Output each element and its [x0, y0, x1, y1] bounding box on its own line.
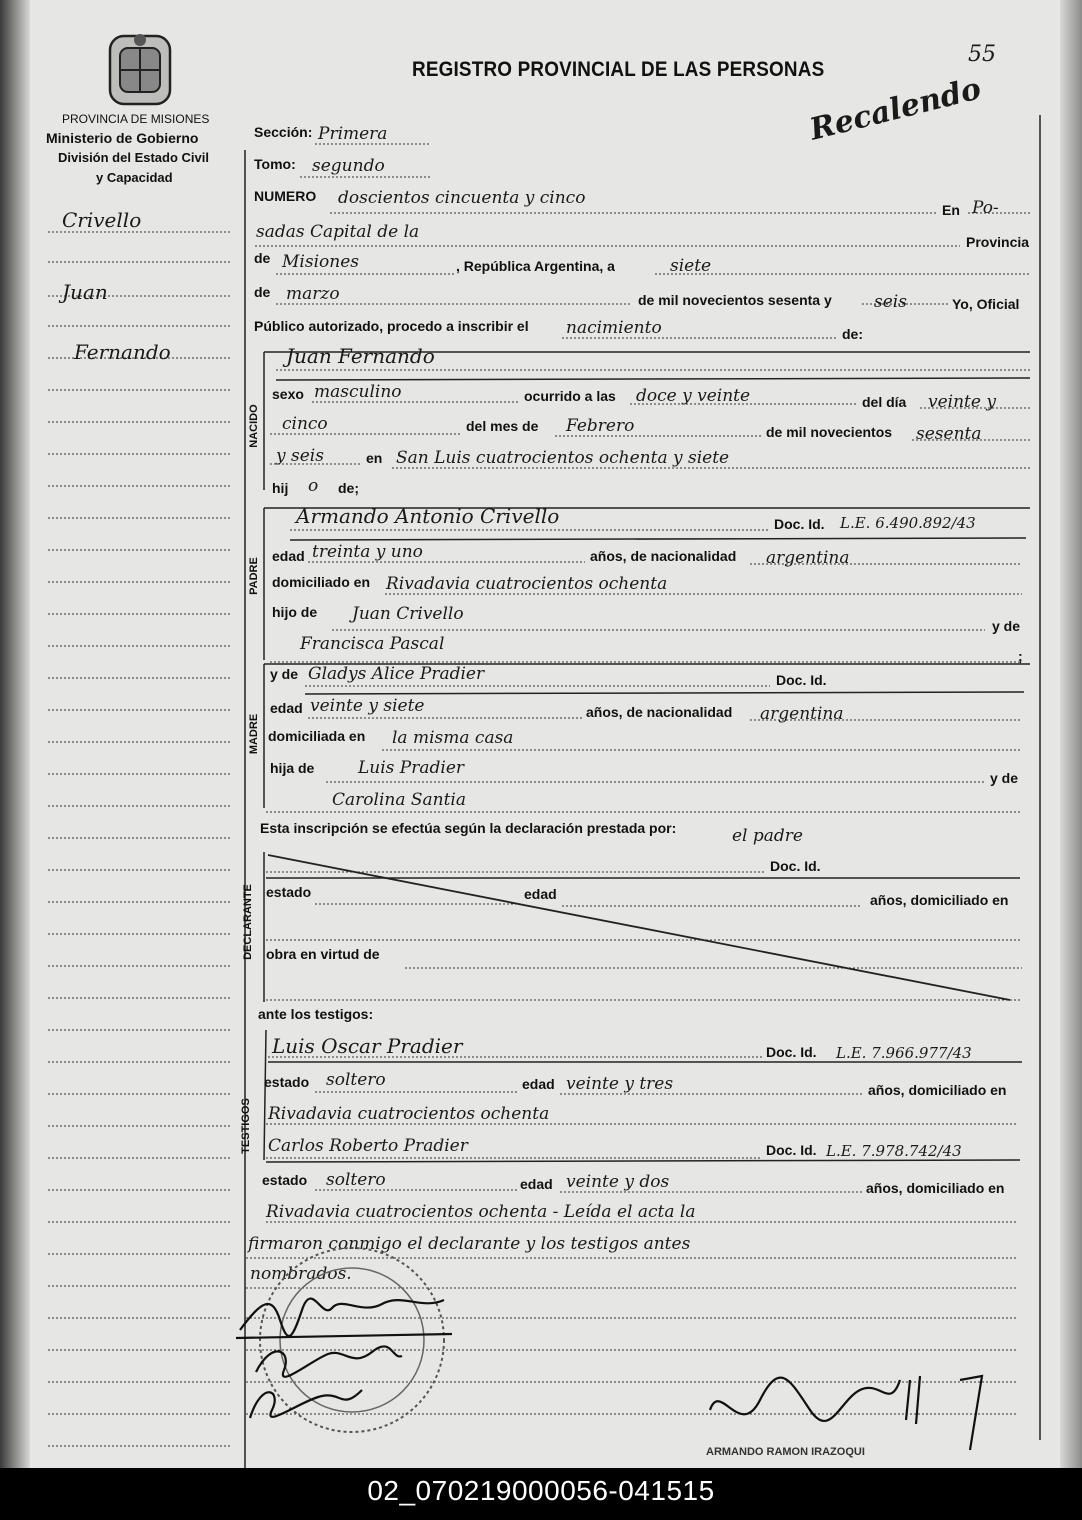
testigo1-doc-value: L.E. 7.966.977/43	[836, 1044, 972, 1062]
anio-value-2: y seis	[276, 446, 324, 466]
madre-name: Gladys Alice Pradier	[308, 664, 485, 684]
declarante-obra-label: obra en virtud de	[266, 946, 380, 962]
padre-dom-value: Rivadavia cuatrocientos ochenta	[386, 574, 668, 594]
year-label: de mil novecientos sesenta y	[638, 292, 832, 308]
sexo-value: masculino	[314, 382, 402, 402]
madre-dom-value: la misma casa	[392, 728, 514, 748]
declaracion-label: Esta inscripción se efectúa según la declaración prestada por:	[260, 820, 677, 836]
testigo1-estado-value: soltero	[326, 1070, 386, 1090]
issuer-province: PROVINCIA DE MISIONES	[62, 112, 210, 126]
testigo1-dom-value: Rivadavia cuatrocientos ochenta	[268, 1104, 550, 1124]
city-value: sadas Capital de la	[256, 222, 420, 242]
section-declarante: DECLARANTE	[242, 884, 254, 960]
testigo1-edad-label: edad	[522, 1076, 555, 1092]
madre-y-de-label: y de	[270, 666, 299, 682]
testigo1-estado-label: estado	[264, 1074, 310, 1090]
month-value: marzo	[286, 284, 340, 304]
act-value: nacimiento	[566, 318, 662, 338]
dia-value-2: cinco	[282, 414, 328, 434]
testigo2-doc-label: Doc. Id.	[766, 1142, 817, 1158]
testigo1-doc-label: Doc. Id.	[766, 1044, 817, 1060]
margin-surname: Crivello	[62, 208, 142, 232]
mes-value: Febrero	[566, 416, 635, 436]
testigo2-estado-label: estado	[262, 1172, 308, 1188]
madre-edad-label: edad	[270, 700, 303, 716]
anio-value: sesenta	[916, 424, 982, 444]
hora-value: doce y veinte	[636, 386, 751, 406]
province-value: Misiones	[282, 252, 359, 272]
en-value: Po-	[972, 198, 999, 218]
padre-dom-label: domiciliado en	[272, 574, 371, 590]
margin-first-name: Juan	[62, 280, 108, 304]
page-number: 55	[968, 42, 996, 67]
day-value: siete	[670, 256, 712, 276]
testigo2-dom-value: Rivadavia cuatrocientos ochenta - Leída el acta la	[266, 1202, 696, 1222]
issuer-ministry: Ministerio de Gobierno	[46, 130, 199, 146]
signature-icon	[232, 1290, 472, 1440]
del-dia-label: del día	[862, 394, 907, 410]
officer-stamp-text: ARMANDO RAMON IRAZOQUI	[706, 1446, 865, 1458]
padre-nac-value: argentina	[766, 548, 850, 568]
madre-madre-value: Carolina Santia	[332, 790, 466, 810]
hijo-de-label: de;	[338, 480, 359, 496]
officer-signature-icon	[700, 1340, 1000, 1460]
nacido-name: Juan Fernando	[286, 344, 435, 368]
testigo1-edad-value: veinte y tres	[566, 1074, 674, 1094]
provincia-label: Provincia	[966, 234, 1030, 250]
testigo2-dom-label: años, domiciliado en	[866, 1180, 1005, 1196]
tomo-value: segundo	[312, 156, 385, 176]
section-nacido: NACIDO	[248, 404, 260, 448]
republica-label: , República Argentina, a	[456, 258, 615, 274]
hijo-label: hij	[272, 480, 289, 496]
testigo2-doc-value: L.E. 7.978.742/43	[826, 1142, 962, 1160]
testigo1-dom-label: años, domiciliado en	[868, 1082, 1007, 1098]
testigo2-name: Carlos Roberto Pradier	[268, 1136, 468, 1156]
padre-hijo-de-label: hijo de	[272, 604, 318, 620]
padre-doc-label: Doc. Id.	[774, 516, 825, 532]
madre-nac-label: años, de nacionalidad	[586, 704, 733, 720]
page-title: REGISTRO PROVINCIAL DE LAS PERSONAS	[412, 58, 825, 81]
section-testigos: TESTIGOS	[240, 1098, 252, 1154]
en-label: En	[942, 202, 960, 218]
de-label: de	[254, 250, 271, 266]
declaracion-value: el padre	[732, 826, 803, 846]
de-colon-label: de:	[842, 326, 863, 342]
testigo2-estado-value: soltero	[326, 1170, 386, 1190]
closing-line-1: firmaron conmigo el declarante y los testigos antes	[248, 1234, 691, 1254]
oficial-label: Yo, Oficial	[952, 296, 1020, 312]
de-label-2: de	[254, 284, 271, 300]
ocurrido-label: ocurrido a las	[524, 388, 616, 404]
madre-nac-value: argentina	[760, 704, 844, 724]
madre-doc-label: Doc. Id.	[776, 672, 827, 688]
declarante-edad-label: edad	[524, 886, 557, 902]
tomo-label: Tomo:	[254, 156, 296, 172]
year-value: seis	[874, 292, 907, 312]
en-lugar-label: en	[366, 450, 383, 466]
publico-label: Público autorizado, procedo a inscribir el	[254, 318, 529, 334]
testigo2-edad-value: veinte y dos	[566, 1172, 670, 1192]
madre-edad-value: veinte y siete	[310, 696, 425, 716]
numero-label: NUMERO	[254, 188, 317, 204]
declarante-estado-label: estado	[266, 884, 312, 900]
image-id-caption: 02_070219000056-041515	[0, 1468, 1082, 1520]
madre-hija-de-label: hija de	[270, 760, 315, 776]
declarante-dom-label: años, domiciliado en	[870, 892, 1009, 908]
margin-second-name: Fernando	[74, 340, 171, 364]
closing-line-2: nombrados.	[250, 1264, 352, 1284]
testigo2-edad-label: edad	[520, 1176, 553, 1192]
testigo1-name: Luis Oscar Pradier	[272, 1034, 463, 1058]
madre-dom-label: domiciliada en	[268, 728, 366, 744]
seccion-value: Primera	[318, 124, 388, 144]
padre-edad-value: treinta y uno	[312, 542, 423, 562]
madre-y-de-label-2: y de	[990, 770, 1019, 786]
mes-label: del mes de	[466, 418, 539, 434]
padre-edad-label: edad	[272, 548, 305, 564]
numero-value: doscientos cincuenta y cinco	[338, 188, 586, 208]
section-madre: MADRE	[248, 713, 260, 755]
seccion-label: Sección:	[254, 124, 313, 140]
testigos-ante-label: ante los testigos:	[258, 1006, 374, 1022]
declarante-doc-label: Doc. Id.	[770, 858, 821, 874]
anio-label: de mil novecientos	[766, 424, 893, 440]
padre-padre-value: Juan Crivello	[352, 604, 464, 624]
padre-doc-value: L.E. 6.490.892/43	[840, 514, 976, 532]
padre-semicolon: ;	[1018, 648, 1023, 664]
sexo-label: sexo	[272, 386, 304, 402]
dia-value: veinte y	[928, 392, 996, 412]
lugar-value: San Luis cuatrocientos ochenta y siete	[396, 448, 730, 468]
padre-name: Armando Antonio Crivello	[296, 504, 560, 528]
hijo-suffix: o	[308, 476, 319, 496]
madre-padre-value: Luis Pradier	[358, 758, 465, 778]
issuer-capacity: y Capacidad	[96, 170, 173, 185]
issuer-division: División del Estado Civil	[58, 150, 209, 165]
padre-y-de-label: y de	[992, 618, 1021, 634]
section-padre: PADRE	[248, 557, 260, 595]
coat-of-arms-icon	[104, 30, 176, 110]
padre-madre-value: Francisca Pascal	[300, 634, 445, 654]
padre-nac-label: años, de nacionalidad	[590, 548, 737, 564]
overprint-stamp: Recalendo	[806, 71, 985, 148]
